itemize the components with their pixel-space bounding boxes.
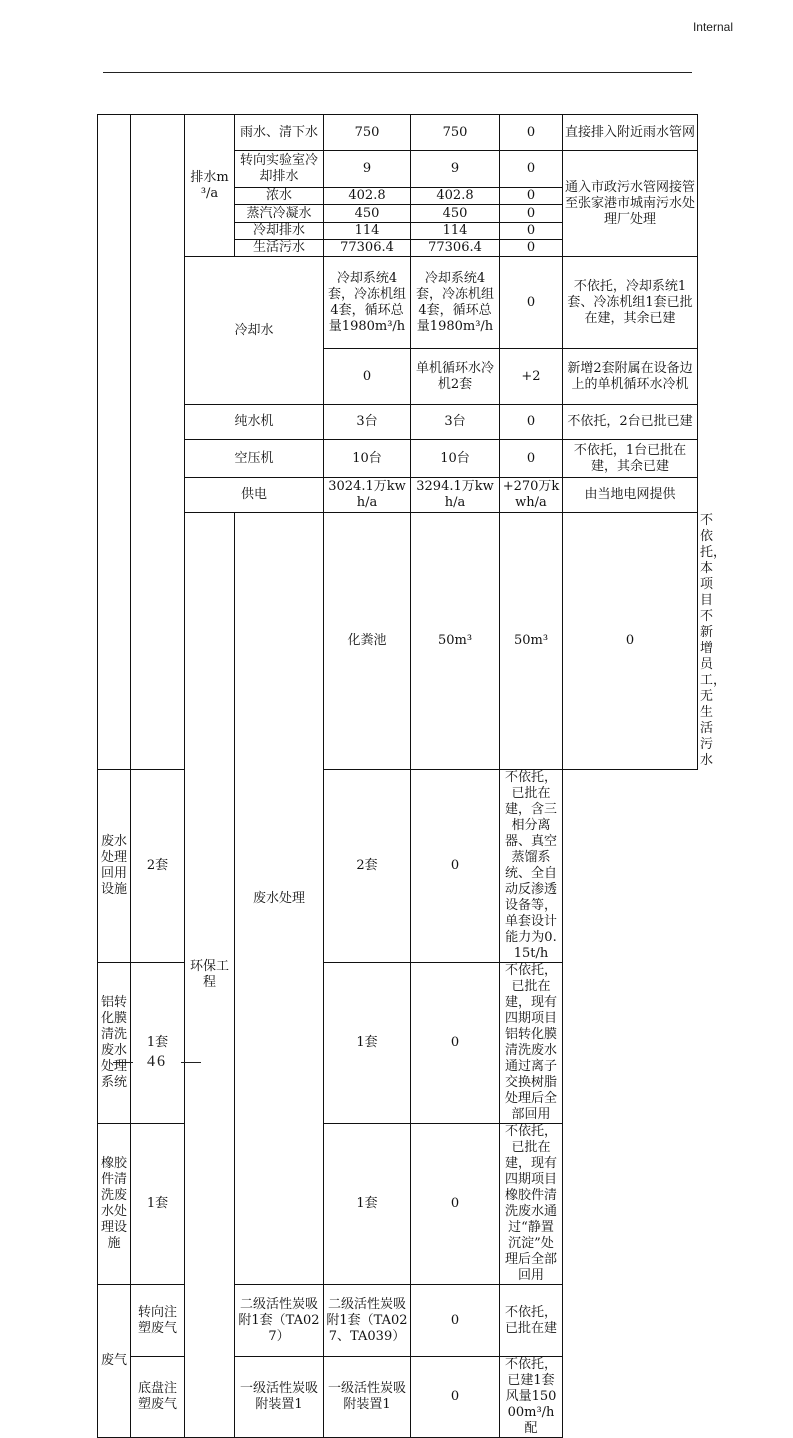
waste-gas-note: 不依托，已建1套风量15000m³/h配 (500, 1357, 563, 1438)
table-row (98, 257, 698, 349)
waste-gas-change: 0 (411, 1357, 500, 1438)
cooling-change: 0 (500, 257, 563, 349)
wastewater-item: 橡胶件清洗废水处理设施 (98, 1124, 131, 1285)
wastewater-change: 0 (411, 963, 500, 1124)
cooling-note: 不依托，冷却系统1套、冷冻机组1套已批在建，其余已建 (563, 257, 698, 349)
pure-water-change: 0 (500, 405, 563, 440)
wastewater-before: 50m³ (411, 513, 500, 770)
header-internal-label: Internal (692, 20, 733, 34)
wastewater-item: 化粪池 (324, 513, 411, 770)
drainage-note-rain: 直接排入附近雨水管网 (563, 115, 698, 151)
wastewater-item: 废水处理回用设施 (98, 770, 131, 963)
air-compressor-change: 0 (500, 440, 563, 478)
waste-gas-after: 一级活性炭吸附装置1 (324, 1357, 411, 1438)
cooling-before: 0 (324, 349, 411, 405)
wastewater-after: 50m³ (500, 513, 563, 770)
wastewater-item: 铝转化膜清洗废水处理系统 (98, 963, 131, 1124)
drainage-after: 450 (411, 205, 500, 223)
header-divider (103, 72, 692, 73)
drainage-before: 402.8 (324, 188, 411, 205)
pure-water-label: 纯水机 (185, 405, 324, 440)
footer-dash-left (113, 1062, 133, 1063)
drainage-note-sewer: 通入市政污水管网接管至张家港市城南污水处理厂处理 (563, 151, 698, 257)
drainage-before: 77306.4 (324, 240, 411, 257)
wastewater-note: 不依托，已批在建，含三相分离器、真空蒸馏系统、全自动反渗透设备等，单套设计能力为0.15t/h (500, 770, 563, 963)
drainage-change: 0 (500, 115, 563, 151)
air-compressor-note: 不依托，1台已批在建，其余已建 (563, 440, 698, 478)
cooling-after: 单机循环水冷机2套 (411, 349, 500, 405)
wastewater-change: 0 (411, 1124, 500, 1285)
cooling-note: 新增2套附属在设备边上的单机循环水冷机 (563, 349, 698, 405)
waste-gas-after: 二级活性炭吸附1套（TA027、TA039） (324, 1285, 411, 1357)
air-compressor-before: 10台 (324, 440, 411, 478)
waste-gas-before: 一级活性炭吸附装置1 (235, 1357, 324, 1438)
footer-dash-right (181, 1062, 201, 1063)
waste-gas-label: 废气 (98, 1285, 131, 1438)
drainage-change: 0 (500, 188, 563, 205)
drainage-item: 生活污水 (235, 240, 324, 257)
waste-gas-note: 不依托，已批在建 (500, 1285, 563, 1357)
wastewater-before: 1套 (131, 1124, 185, 1285)
drainage-change: 0 (500, 223, 563, 240)
drainage-before: 450 (324, 205, 411, 223)
wastewater-after: 1套 (324, 963, 411, 1124)
power-before: 3024.1万kwh/a (324, 478, 411, 513)
power-label: 供电 (185, 478, 324, 513)
wastewater-change: 0 (563, 513, 698, 770)
table-row (98, 405, 698, 440)
drainage-item: 雨水、清下水 (235, 115, 324, 151)
page-number (103, 1053, 211, 1071)
drainage-after: 402.8 (411, 188, 500, 205)
drainage-category: 排水m³/a (185, 115, 235, 257)
wastewater-note: 不依托，已批在建，现有四期项目铝转化膜清洗废水通过离子交换树脂处理后全部回用 (500, 963, 563, 1124)
wastewater-label: 废水处理 (235, 513, 324, 1285)
page-number-text: 46 (147, 1053, 167, 1070)
pure-water-before: 3台 (324, 405, 411, 440)
pure-water-after: 3台 (411, 405, 500, 440)
blank-col-1 (98, 115, 131, 770)
table-row (98, 115, 698, 151)
waste-gas-item: 转向注塑废气 (131, 1285, 185, 1357)
drainage-before: 114 (324, 223, 411, 240)
project-table (97, 114, 727, 1438)
waste-gas-change: 0 (411, 1285, 500, 1357)
wastewater-before: 1套 (131, 963, 185, 1124)
drainage-after: 114 (411, 223, 500, 240)
drainage-change: 0 (500, 240, 563, 257)
pure-water-note: 不依托，2台已批已建 (563, 405, 698, 440)
table-row (98, 440, 698, 478)
wastewater-change: 0 (411, 770, 500, 963)
waste-gas-before: 二级活性炭吸附1套（TA027） (235, 1285, 324, 1357)
wastewater-before: 2套 (131, 770, 185, 963)
power-after: 3294.1万kwh/a (411, 478, 500, 513)
wastewater-after: 1套 (324, 1124, 411, 1285)
env-category: 环保工程 (185, 513, 235, 1438)
drainage-change: 0 (500, 151, 563, 188)
drainage-change: 0 (500, 205, 563, 223)
table-row: 环保工程 废水处理 化粪池 50m³ 50m³ 0 不依托，本项目不新增员工，无生活污水 (98, 513, 698, 770)
cooling-after: 冷却系统4套，冷冻机组4套，循环总量1980m³/h (411, 257, 500, 349)
table-row (98, 478, 698, 513)
drainage-after: 77306.4 (411, 240, 500, 257)
cooling-before: 冷却系统4套，冷冻机组4套，循环总量1980m³/h (324, 257, 411, 349)
power-note: 由当地电网提供 (563, 478, 698, 513)
air-compressor-after: 10台 (411, 440, 500, 478)
cooling-water-label: 冷却水 (185, 257, 324, 405)
drainage-before: 9 (324, 151, 411, 188)
wastewater-note: 不依托，已批在建，现有四期项目橡胶件清洗废水通过“静置沉淀”处理后全部回用 (500, 1124, 563, 1285)
drainage-after: 750 (411, 115, 500, 151)
blank-col-2 (131, 115, 185, 770)
power-change: +270万kwh/a (500, 478, 563, 513)
drainage-item: 浓水 (235, 188, 324, 205)
waste-gas-item: 底盘注塑废气 (131, 1357, 185, 1438)
drainage-item: 转向实验室冷却排水 (235, 151, 324, 188)
drainage-item: 蒸汽冷凝水 (235, 205, 324, 223)
wastewater-after: 2套 (324, 770, 411, 963)
drainage-before: 750 (324, 115, 411, 151)
cooling-change: +2 (500, 349, 563, 405)
drainage-after: 9 (411, 151, 500, 188)
drainage-item: 冷却排水 (235, 223, 324, 240)
air-compressor-label: 空压机 (185, 440, 324, 478)
